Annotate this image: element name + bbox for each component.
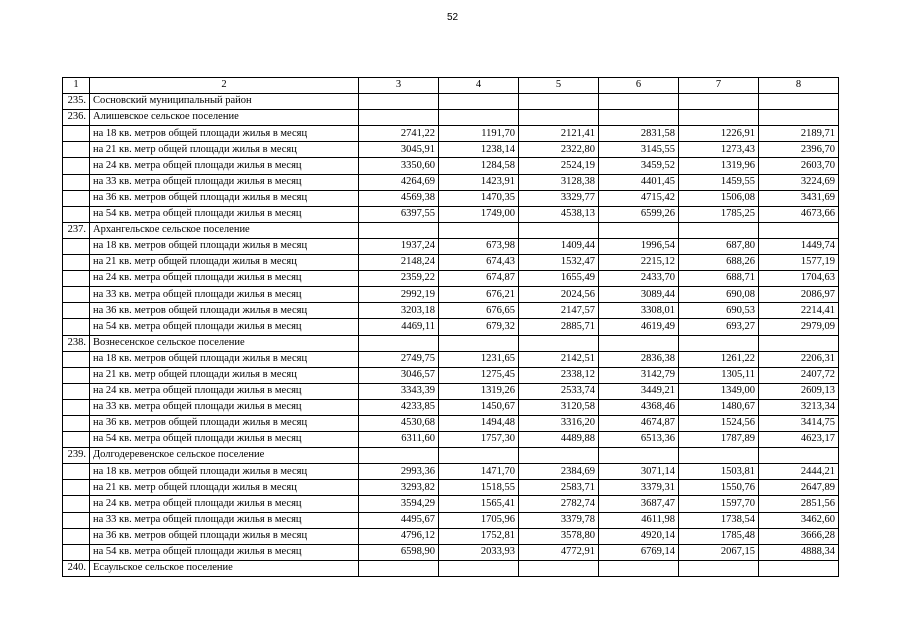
value-cell: 688,26 bbox=[679, 255, 759, 271]
group-number: 239. bbox=[63, 448, 90, 464]
value-cell: 2603,70 bbox=[759, 158, 839, 174]
value-cell: 1273,43 bbox=[679, 142, 759, 158]
value-cell: 1565,41 bbox=[439, 496, 519, 512]
empty-cell bbox=[599, 94, 679, 110]
value-cell: 3308,01 bbox=[599, 303, 679, 319]
empty-cell bbox=[439, 222, 519, 238]
group-number: 238. bbox=[63, 335, 90, 351]
value-cell: 4673,66 bbox=[759, 206, 839, 222]
empty-cell bbox=[599, 448, 679, 464]
value-cell: 1284,58 bbox=[439, 158, 519, 174]
value-cell: 1524,56 bbox=[679, 415, 759, 431]
value-cell: 3462,60 bbox=[759, 512, 839, 528]
column-header: 1 bbox=[63, 78, 90, 94]
value-cell: 3203,18 bbox=[359, 303, 439, 319]
value-cell: 1705,96 bbox=[439, 512, 519, 528]
row-label: на 36 кв. метров общей площади жилья в месяц bbox=[90, 303, 359, 319]
empty-cell bbox=[519, 110, 599, 126]
value-cell: 2885,71 bbox=[519, 319, 599, 335]
empty-cell bbox=[679, 222, 759, 238]
value-cell: 2086,97 bbox=[759, 287, 839, 303]
table-row bbox=[63, 512, 839, 528]
value-cell: 4368,46 bbox=[599, 399, 679, 415]
row-number-cell bbox=[63, 351, 90, 367]
row-number-cell bbox=[63, 303, 90, 319]
value-cell: 4530,68 bbox=[359, 415, 439, 431]
value-cell: 1996,54 bbox=[599, 238, 679, 254]
value-cell: 3343,39 bbox=[359, 383, 439, 399]
value-cell: 4495,67 bbox=[359, 512, 439, 528]
value-cell: 1423,91 bbox=[439, 174, 519, 190]
value-cell: 1349,00 bbox=[679, 383, 759, 399]
value-cell: 2979,09 bbox=[759, 319, 839, 335]
value-cell: 1738,54 bbox=[679, 512, 759, 528]
value-cell: 1470,35 bbox=[439, 190, 519, 206]
row-number-cell bbox=[63, 480, 90, 496]
value-cell: 1471,70 bbox=[439, 464, 519, 480]
value-cell: 1231,65 bbox=[439, 351, 519, 367]
value-cell: 1275,45 bbox=[439, 367, 519, 383]
value-cell: 1749,00 bbox=[439, 206, 519, 222]
row-label: на 54 кв. метра общей площади жилья в месяц bbox=[90, 206, 359, 222]
table-row bbox=[63, 319, 839, 335]
group-title: Вознесенское сельское поселение bbox=[90, 335, 359, 351]
value-cell: 1238,14 bbox=[439, 142, 519, 158]
value-cell: 1550,76 bbox=[679, 480, 759, 496]
table-row bbox=[63, 287, 839, 303]
value-cell: 4569,38 bbox=[359, 190, 439, 206]
value-cell: 1757,30 bbox=[439, 432, 519, 448]
table-row bbox=[63, 383, 839, 399]
empty-cell bbox=[759, 448, 839, 464]
empty-cell bbox=[599, 335, 679, 351]
value-cell: 4796,12 bbox=[359, 528, 439, 544]
value-cell: 1319,26 bbox=[439, 383, 519, 399]
value-cell: 3145,55 bbox=[599, 142, 679, 158]
row-label: на 21 кв. метр общей площади жилья в месяц bbox=[90, 480, 359, 496]
value-cell: 3089,44 bbox=[599, 287, 679, 303]
row-label: на 33 кв. метра общей площади жилья в месяц bbox=[90, 512, 359, 528]
value-cell: 3687,47 bbox=[599, 496, 679, 512]
value-cell: 4674,87 bbox=[599, 415, 679, 431]
value-cell: 1480,67 bbox=[679, 399, 759, 415]
table-row bbox=[63, 399, 839, 415]
table-row bbox=[63, 255, 839, 271]
empty-cell bbox=[679, 335, 759, 351]
row-label: на 33 кв. метра общей площади жилья в месяц bbox=[90, 174, 359, 190]
row-label: на 18 кв. метров общей площади жилья в месяц bbox=[90, 464, 359, 480]
value-cell: 4401,45 bbox=[599, 174, 679, 190]
value-cell: 6513,36 bbox=[599, 432, 679, 448]
value-cell: 2433,70 bbox=[599, 271, 679, 287]
table-row bbox=[63, 126, 839, 142]
value-cell: 3045,91 bbox=[359, 142, 439, 158]
table-row bbox=[63, 415, 839, 431]
empty-cell bbox=[359, 560, 439, 576]
value-cell: 693,27 bbox=[679, 319, 759, 335]
table-row bbox=[63, 367, 839, 383]
value-cell: 3120,58 bbox=[519, 399, 599, 415]
group-title: Архангельское сельское поселение bbox=[90, 222, 359, 238]
value-cell: 3071,14 bbox=[599, 464, 679, 480]
group-number: 236. bbox=[63, 110, 90, 126]
value-cell: 6769,14 bbox=[599, 544, 679, 560]
value-cell: 3329,77 bbox=[519, 190, 599, 206]
value-cell: 1319,96 bbox=[679, 158, 759, 174]
table-row bbox=[63, 496, 839, 512]
empty-cell bbox=[759, 110, 839, 126]
value-cell: 3379,31 bbox=[599, 480, 679, 496]
value-cell: 1577,19 bbox=[759, 255, 839, 271]
value-cell: 690,53 bbox=[679, 303, 759, 319]
value-cell: 2148,24 bbox=[359, 255, 439, 271]
row-label: на 21 кв. метр общей площади жилья в месяц bbox=[90, 255, 359, 271]
value-cell: 3594,29 bbox=[359, 496, 439, 512]
row-number-cell bbox=[63, 271, 90, 287]
empty-cell bbox=[679, 560, 759, 576]
empty-cell bbox=[759, 560, 839, 576]
value-cell: 1655,49 bbox=[519, 271, 599, 287]
table-row bbox=[63, 271, 839, 287]
value-cell: 1305,11 bbox=[679, 367, 759, 383]
value-cell: 4233,85 bbox=[359, 399, 439, 415]
row-label: на 36 кв. метров общей площади жилья в месяц bbox=[90, 190, 359, 206]
value-cell: 3213,34 bbox=[759, 399, 839, 415]
empty-cell bbox=[359, 94, 439, 110]
row-number-cell bbox=[63, 174, 90, 190]
value-cell: 2851,56 bbox=[759, 496, 839, 512]
value-cell: 3459,52 bbox=[599, 158, 679, 174]
empty-cell bbox=[759, 335, 839, 351]
row-label: на 21 кв. метр общей площади жилья в месяц bbox=[90, 142, 359, 158]
empty-cell bbox=[679, 110, 759, 126]
value-cell: 2444,21 bbox=[759, 464, 839, 480]
empty-cell bbox=[759, 94, 839, 110]
row-label: на 36 кв. метров общей площади жилья в месяц bbox=[90, 415, 359, 431]
value-cell: 4715,42 bbox=[599, 190, 679, 206]
group-row bbox=[63, 110, 839, 126]
empty-cell bbox=[359, 222, 439, 238]
table-row bbox=[63, 544, 839, 560]
table-row bbox=[63, 351, 839, 367]
row-number-cell bbox=[63, 206, 90, 222]
value-cell: 2782,74 bbox=[519, 496, 599, 512]
value-cell: 1597,70 bbox=[679, 496, 759, 512]
value-cell: 4611,98 bbox=[599, 512, 679, 528]
value-cell: 2831,58 bbox=[599, 126, 679, 142]
group-title: Долгодеревенское сельское поселение bbox=[90, 448, 359, 464]
empty-cell bbox=[519, 560, 599, 576]
value-cell: 2533,74 bbox=[519, 383, 599, 399]
value-cell: 4888,34 bbox=[759, 544, 839, 560]
value-cell: 1518,55 bbox=[439, 480, 519, 496]
value-cell: 3046,57 bbox=[359, 367, 439, 383]
table-row bbox=[63, 528, 839, 544]
value-cell: 6599,26 bbox=[599, 206, 679, 222]
table-row bbox=[63, 432, 839, 448]
table-row bbox=[63, 174, 839, 190]
value-cell: 2322,80 bbox=[519, 142, 599, 158]
value-cell: 6311,60 bbox=[359, 432, 439, 448]
value-cell: 1449,74 bbox=[759, 238, 839, 254]
column-header: 4 bbox=[439, 78, 519, 94]
value-cell: 2741,22 bbox=[359, 126, 439, 142]
value-cell: 2121,41 bbox=[519, 126, 599, 142]
value-cell: 1261,22 bbox=[679, 351, 759, 367]
row-label: на 24 кв. метра общей площади жилья в месяц bbox=[90, 383, 359, 399]
value-cell: 2215,12 bbox=[599, 255, 679, 271]
group-row bbox=[63, 335, 839, 351]
value-cell: 1450,67 bbox=[439, 399, 519, 415]
row-number-cell bbox=[63, 158, 90, 174]
empty-cell bbox=[679, 448, 759, 464]
value-cell: 1752,81 bbox=[439, 528, 519, 544]
table-row bbox=[63, 464, 839, 480]
value-cell: 3449,21 bbox=[599, 383, 679, 399]
value-cell: 6397,55 bbox=[359, 206, 439, 222]
row-label: на 18 кв. метров общей площади жилья в месяц bbox=[90, 238, 359, 254]
table-body bbox=[63, 78, 839, 577]
table-row bbox=[63, 238, 839, 254]
empty-cell bbox=[439, 110, 519, 126]
empty-cell bbox=[439, 94, 519, 110]
value-cell: 1787,89 bbox=[679, 432, 759, 448]
value-cell: 1506,08 bbox=[679, 190, 759, 206]
value-cell: 674,43 bbox=[439, 255, 519, 271]
row-label: на 54 кв. метра общей площади жилья в месяц bbox=[90, 319, 359, 335]
value-cell: 673,98 bbox=[439, 238, 519, 254]
value-cell: 2609,13 bbox=[759, 383, 839, 399]
group-number: 237. bbox=[63, 222, 90, 238]
row-number-cell bbox=[63, 142, 90, 158]
row-number-cell bbox=[63, 255, 90, 271]
empty-cell bbox=[439, 335, 519, 351]
row-label: на 24 кв. метра общей площади жилья в месяц bbox=[90, 158, 359, 174]
row-number-cell bbox=[63, 399, 90, 415]
value-cell: 2338,12 bbox=[519, 367, 599, 383]
group-title: Есаульское сельское поселение bbox=[90, 560, 359, 576]
row-number-cell bbox=[63, 238, 90, 254]
row-number-cell bbox=[63, 367, 90, 383]
value-cell: 2993,36 bbox=[359, 464, 439, 480]
table-row bbox=[63, 158, 839, 174]
row-number-cell bbox=[63, 512, 90, 528]
value-cell: 1785,48 bbox=[679, 528, 759, 544]
value-cell: 2189,71 bbox=[759, 126, 839, 142]
value-cell: 2142,51 bbox=[519, 351, 599, 367]
value-cell: 4489,88 bbox=[519, 432, 599, 448]
page-number: 52 bbox=[446, 12, 459, 23]
value-cell: 1937,24 bbox=[359, 238, 439, 254]
column-header: 5 bbox=[519, 78, 599, 94]
empty-cell bbox=[599, 222, 679, 238]
table-row bbox=[63, 190, 839, 206]
row-label: на 54 кв. метра общей площади жилья в месяц bbox=[90, 544, 359, 560]
group-row bbox=[63, 94, 839, 110]
value-cell: 2749,75 bbox=[359, 351, 439, 367]
value-cell: 2067,15 bbox=[679, 544, 759, 560]
table-row bbox=[63, 480, 839, 496]
row-label: на 18 кв. метров общей площади жилья в месяц bbox=[90, 351, 359, 367]
value-cell: 3379,78 bbox=[519, 512, 599, 528]
value-cell: 4920,14 bbox=[599, 528, 679, 544]
value-cell: 676,21 bbox=[439, 287, 519, 303]
table-row bbox=[63, 206, 839, 222]
value-cell: 2214,41 bbox=[759, 303, 839, 319]
value-cell: 4623,17 bbox=[759, 432, 839, 448]
value-cell: 2836,38 bbox=[599, 351, 679, 367]
group-title: Сосновский муниципальный район bbox=[90, 94, 359, 110]
value-cell: 3431,69 bbox=[759, 190, 839, 206]
table-row bbox=[63, 303, 839, 319]
row-number-cell bbox=[63, 287, 90, 303]
value-cell: 687,80 bbox=[679, 238, 759, 254]
row-label: на 36 кв. метров общей площади жилья в месяц bbox=[90, 528, 359, 544]
row-number-cell bbox=[63, 544, 90, 560]
value-cell: 1191,70 bbox=[439, 126, 519, 142]
value-cell: 688,71 bbox=[679, 271, 759, 287]
group-title: Алишевское сельское поселение bbox=[90, 110, 359, 126]
value-cell: 6598,90 bbox=[359, 544, 439, 560]
row-number-cell bbox=[63, 464, 90, 480]
value-cell: 674,87 bbox=[439, 271, 519, 287]
row-label: на 24 кв. метра общей площади жилья в месяц bbox=[90, 496, 359, 512]
empty-cell bbox=[359, 448, 439, 464]
value-cell: 1704,63 bbox=[759, 271, 839, 287]
column-header: 8 bbox=[759, 78, 839, 94]
empty-cell bbox=[679, 94, 759, 110]
row-label: на 54 кв. метра общей площади жилья в месяц bbox=[90, 432, 359, 448]
value-cell: 2024,56 bbox=[519, 287, 599, 303]
value-cell: 2647,89 bbox=[759, 480, 839, 496]
value-cell: 2583,71 bbox=[519, 480, 599, 496]
empty-cell bbox=[599, 110, 679, 126]
row-number-cell bbox=[63, 415, 90, 431]
row-label: на 18 кв. метров общей площади жилья в месяц bbox=[90, 126, 359, 142]
value-cell: 1503,81 bbox=[679, 464, 759, 480]
empty-cell bbox=[599, 560, 679, 576]
group-row bbox=[63, 448, 839, 464]
value-cell: 1494,48 bbox=[439, 415, 519, 431]
empty-cell bbox=[519, 222, 599, 238]
group-number: 235. bbox=[63, 94, 90, 110]
value-cell: 3142,79 bbox=[599, 367, 679, 383]
value-cell: 1409,44 bbox=[519, 238, 599, 254]
empty-cell bbox=[439, 448, 519, 464]
value-cell: 2359,22 bbox=[359, 271, 439, 287]
empty-cell bbox=[519, 335, 599, 351]
value-cell: 1785,25 bbox=[679, 206, 759, 222]
row-number-cell bbox=[63, 319, 90, 335]
value-cell: 2524,19 bbox=[519, 158, 599, 174]
value-cell: 3293,82 bbox=[359, 480, 439, 496]
empty-cell bbox=[359, 110, 439, 126]
empty-cell bbox=[439, 560, 519, 576]
value-cell: 1459,55 bbox=[679, 174, 759, 190]
value-cell: 679,32 bbox=[439, 319, 519, 335]
value-cell: 4619,49 bbox=[599, 319, 679, 335]
column-header: 6 bbox=[599, 78, 679, 94]
column-header: 3 bbox=[359, 78, 439, 94]
value-cell: 2992,19 bbox=[359, 287, 439, 303]
row-number-cell bbox=[63, 383, 90, 399]
table-row bbox=[63, 142, 839, 158]
value-cell: 3316,20 bbox=[519, 415, 599, 431]
value-cell: 690,08 bbox=[679, 287, 759, 303]
value-cell: 2206,31 bbox=[759, 351, 839, 367]
value-cell: 2033,93 bbox=[439, 544, 519, 560]
column-header: 2 bbox=[90, 78, 359, 94]
row-number-cell bbox=[63, 528, 90, 544]
value-cell: 676,65 bbox=[439, 303, 519, 319]
value-cell: 3224,69 bbox=[759, 174, 839, 190]
group-row bbox=[63, 222, 839, 238]
value-cell: 4469,11 bbox=[359, 319, 439, 335]
value-cell: 3350,60 bbox=[359, 158, 439, 174]
value-cell: 1226,91 bbox=[679, 126, 759, 142]
row-number-cell bbox=[63, 126, 90, 142]
row-number-cell bbox=[63, 496, 90, 512]
value-cell: 4772,91 bbox=[519, 544, 599, 560]
value-cell: 3414,75 bbox=[759, 415, 839, 431]
row-label: на 33 кв. метра общей площади жилья в месяц bbox=[90, 399, 359, 415]
group-row bbox=[63, 560, 839, 576]
value-cell: 3128,38 bbox=[519, 174, 599, 190]
value-cell: 2396,70 bbox=[759, 142, 839, 158]
row-label: на 21 кв. метр общей площади жилья в месяц bbox=[90, 367, 359, 383]
empty-cell bbox=[519, 448, 599, 464]
row-label: на 33 кв. метра общей площади жилья в месяц bbox=[90, 287, 359, 303]
empty-cell bbox=[759, 222, 839, 238]
tariff-table bbox=[62, 77, 839, 577]
value-cell: 2147,57 bbox=[519, 303, 599, 319]
table-header-row bbox=[63, 78, 839, 94]
value-cell: 4538,13 bbox=[519, 206, 599, 222]
row-label: на 24 кв. метра общей площади жилья в месяц bbox=[90, 271, 359, 287]
value-cell: 1532,47 bbox=[519, 255, 599, 271]
value-cell: 3666,28 bbox=[759, 528, 839, 544]
row-number-cell bbox=[63, 190, 90, 206]
value-cell: 4264,69 bbox=[359, 174, 439, 190]
column-header: 7 bbox=[679, 78, 759, 94]
value-cell: 3578,80 bbox=[519, 528, 599, 544]
empty-cell bbox=[359, 335, 439, 351]
value-cell: 2407,72 bbox=[759, 367, 839, 383]
value-cell: 2384,69 bbox=[519, 464, 599, 480]
empty-cell bbox=[519, 94, 599, 110]
row-number-cell bbox=[63, 432, 90, 448]
group-number: 240. bbox=[63, 560, 90, 576]
